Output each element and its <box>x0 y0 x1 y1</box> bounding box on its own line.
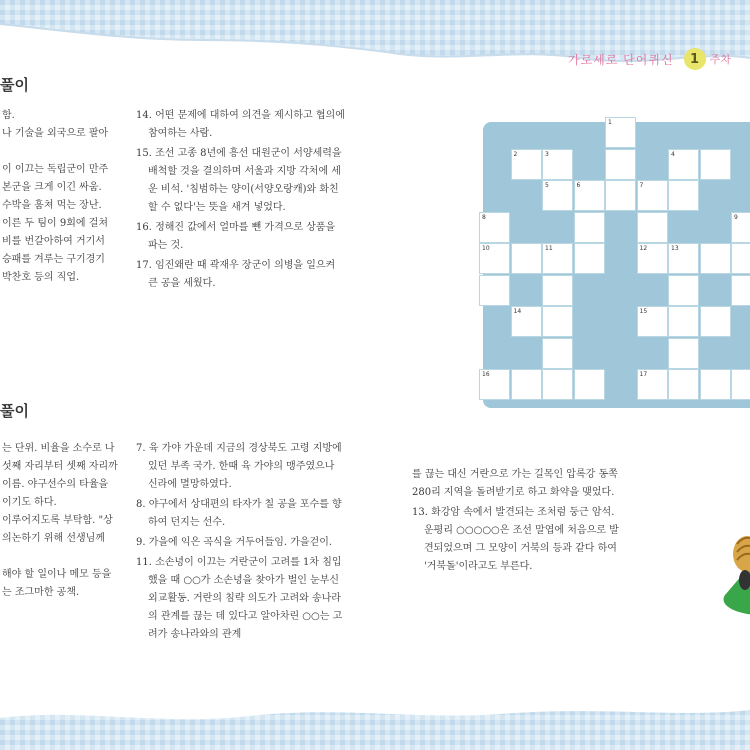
clue-text: 를 끊는 대신 거란으로 가는 길목인 압록강 동쪽 280리 지역을 돌려받기로 하고 화약을 맺었다. <box>412 469 618 498</box>
chapter-label: 주차 <box>709 53 731 66</box>
crossword-grid <box>482 119 750 408</box>
cell-number: 13 <box>671 245 679 252</box>
clue-item <box>136 107 346 143</box>
crossword-cell[interactable] <box>637 180 668 211</box>
clue-line: 이루어지도록 부탁함. "상 <box>2 515 113 526</box>
clue-line: 섯째 자리부터 셋째 자리까 <box>2 461 118 472</box>
cell-number: 5 <box>545 182 549 189</box>
clue-text: 임진왜란 때 곽재우 장군이 의병을 일으켜 큰 공을 세웠다. <box>148 260 336 289</box>
clue-item <box>136 554 346 644</box>
clue-item <box>136 534 346 552</box>
crossword-cell[interactable] <box>511 369 542 400</box>
cell-number: 16 <box>482 371 490 378</box>
clue-line <box>2 143 122 161</box>
crossword-cell[interactable] <box>605 117 636 148</box>
crossword-cell[interactable] <box>479 243 510 274</box>
down-clues-middle-column <box>136 440 346 646</box>
cell-number: 2 <box>513 150 518 158</box>
cell-number: 15 <box>639 308 648 315</box>
clue-line: 함. <box>2 110 15 121</box>
crossword-cell[interactable] <box>668 338 699 369</box>
cell-number: 11 <box>545 245 553 252</box>
crossword-cell[interactable] <box>731 275 750 306</box>
crossword-cell[interactable] <box>668 243 699 274</box>
clue-item <box>136 257 346 293</box>
crossword-cell[interactable] <box>511 306 542 337</box>
clue-line: 이른 두 팀이 9회에 걸쳐 <box>2 218 109 229</box>
crossword-cell[interactable] <box>574 369 605 400</box>
cell-number: 3 <box>545 150 549 158</box>
crossword-cell[interactable] <box>479 212 510 243</box>
crossword-cell[interactable] <box>605 149 636 180</box>
crossword-cell[interactable] <box>479 369 510 400</box>
crossword-cell[interactable] <box>668 369 699 400</box>
clue-line: 해야 할 일이나 메모 등을 <box>2 569 112 580</box>
cell-number: 7 <box>639 182 644 189</box>
clue-line: 이 이끄는 독립군이 만주 <box>2 164 109 175</box>
clue-text: 어떤 문제에 대하여 의견을 제시하고 협의에 참여하는 사람. <box>148 110 345 139</box>
clue-line: 비를 번갈아하여 거기서 <box>2 236 105 247</box>
crossword-cell[interactable] <box>574 180 605 211</box>
clue-line <box>2 602 122 620</box>
clue-line: 이름. 야구선수의 타율을 <box>2 479 109 490</box>
clue-number: 13. <box>412 507 432 518</box>
crossword-cell[interactable] <box>542 369 573 400</box>
checkered-footer-background <box>0 690 750 750</box>
down-clues-right-column <box>412 466 622 578</box>
clue-line: 본군을 크게 이긴 싸움. <box>2 182 102 193</box>
clue-line <box>2 548 122 566</box>
chapter-badge: 1 <box>684 48 706 70</box>
clue-number: 11. <box>136 557 156 568</box>
cell-number: 17 <box>639 371 648 378</box>
clue-item <box>412 466 622 502</box>
clue-line: 는 조그마한 공책. <box>2 587 80 598</box>
across-clues-right-column <box>136 107 346 295</box>
clue-line: 는 단위. 비율을 소수로 나 <box>2 443 115 454</box>
crossword-cell[interactable] <box>511 243 542 274</box>
clue-item <box>136 496 346 532</box>
clue-text: 야구에서 상대편의 타자가 칠 공을 포수를 향하여 던지는 선수. <box>148 499 342 528</box>
cell-number: 4 <box>671 150 675 158</box>
crossword-cell[interactable] <box>668 275 699 306</box>
clue-text: 육 가야 가운데 지금의 경상북도 고령 지방에 있던 부족 국가. 한때 육 가야의 맹주였으나 신라에 멸망하였다. <box>148 443 342 490</box>
cell-number: 8 <box>482 213 486 221</box>
clue-number: 15. <box>136 148 156 159</box>
clue-number: 16. <box>136 222 156 233</box>
crossword-cell[interactable] <box>511 149 542 180</box>
crossword-cell[interactable] <box>637 243 668 274</box>
clue-text: 가을에 익은 곡식을 거두어들임. 가을걷이. <box>148 537 333 548</box>
page-header-title: 가로세로 단어퀴신 <box>568 52 674 67</box>
clue-number: 8. <box>136 499 149 510</box>
clue-item <box>136 219 346 255</box>
clue-number: 14. <box>136 110 156 121</box>
cell-number: 10 <box>482 245 490 252</box>
crossword-cell[interactable] <box>542 149 573 180</box>
clue-item <box>136 440 346 494</box>
crossword-cell[interactable] <box>668 149 699 180</box>
clue-text: 정해진 값에서 얼마를 뺀 가격으로 상품을 파는 것. <box>148 222 336 251</box>
crossword-cell[interactable] <box>542 275 573 306</box>
page-header <box>568 44 731 74</box>
crossword-cell[interactable] <box>542 306 573 337</box>
crossword-cell[interactable] <box>668 306 699 337</box>
crossword-cell[interactable] <box>605 180 636 211</box>
cell-number: 6 <box>576 182 581 189</box>
clue-item <box>136 145 346 217</box>
clue-item <box>412 504 622 576</box>
down-section-title: 풀이 <box>0 402 29 420</box>
clue-line: 박찬호 등의 직업. <box>2 272 80 283</box>
crossword-cell[interactable] <box>574 243 605 274</box>
cell-number: 1 <box>608 119 612 126</box>
across-clues-left-column <box>2 107 122 287</box>
crossword-cell[interactable] <box>700 149 731 180</box>
clue-text: 조선 고종 8년에 흥선 대원군이 서양세력을 배척할 것을 결의하며 서울과 지방 각처에 세운 비석. '침범하는 양이(서양오랑캐)와 화친할 수 없다'는 뜻을 새겨 넣었다. <box>148 148 342 213</box>
character-illustration <box>715 520 750 630</box>
cell-number: 14 <box>513 308 522 315</box>
crossword-cell[interactable] <box>700 306 731 337</box>
crossword-cell[interactable] <box>574 212 605 243</box>
cell-number: 9 <box>734 213 738 221</box>
clue-text: 소손녕이 이끄는 거란군이 고려를 1차 침입했을 때 ○○가 소손녕을 찾아가 벌인 눈부신 외교활동. 거란의 침략 의도가 고려와 송나라의 관계를 끊는 데 있다고 알아차린 ○○는 고려가 송나라와의 관계 <box>148 557 343 640</box>
crossword-cell[interactable] <box>542 243 573 274</box>
crossword-cell[interactable] <box>731 243 750 274</box>
across-section-title: 풀이 <box>0 76 29 94</box>
clue-text: 화강암 속에서 발견되는 조처럼 둥근 암석. 운평리 ○○○○○은 조선 말엽에 처음으로 발견되었으며 그 모양이 거북의 등과 같다 하여 '거북돌'이라고도 부른다. <box>424 507 619 572</box>
crossword-cell[interactable] <box>731 369 750 400</box>
crossword-cell[interactable] <box>479 275 510 306</box>
clue-line: 의논하기 위해 선생님께 <box>2 533 105 544</box>
crossword-cell[interactable] <box>637 212 668 243</box>
clue-number: 17. <box>136 260 156 271</box>
clue-line: 이기도 하다. <box>2 497 57 508</box>
crossword-cell[interactable] <box>731 212 750 243</box>
cell-number: 12 <box>639 245 648 252</box>
clue-line: 승패를 겨루는 구기경기 <box>2 254 105 265</box>
crossword-cell[interactable] <box>637 369 668 400</box>
clue-number: 7. <box>136 443 149 454</box>
clue-line: 나 기술을 외국으로 팔아 <box>2 128 109 139</box>
down-clues-left-column <box>2 440 122 620</box>
crossword-cell[interactable] <box>542 338 573 369</box>
crossword-cell[interactable] <box>700 369 731 400</box>
crossword-cell[interactable] <box>668 180 699 211</box>
clue-number: 9. <box>136 537 149 548</box>
crossword-cell[interactable] <box>637 306 668 337</box>
clue-line: 수박을 훔쳐 먹는 장난. <box>2 200 102 211</box>
crossword-cell[interactable] <box>542 180 573 211</box>
crossword-cell[interactable] <box>700 243 731 274</box>
